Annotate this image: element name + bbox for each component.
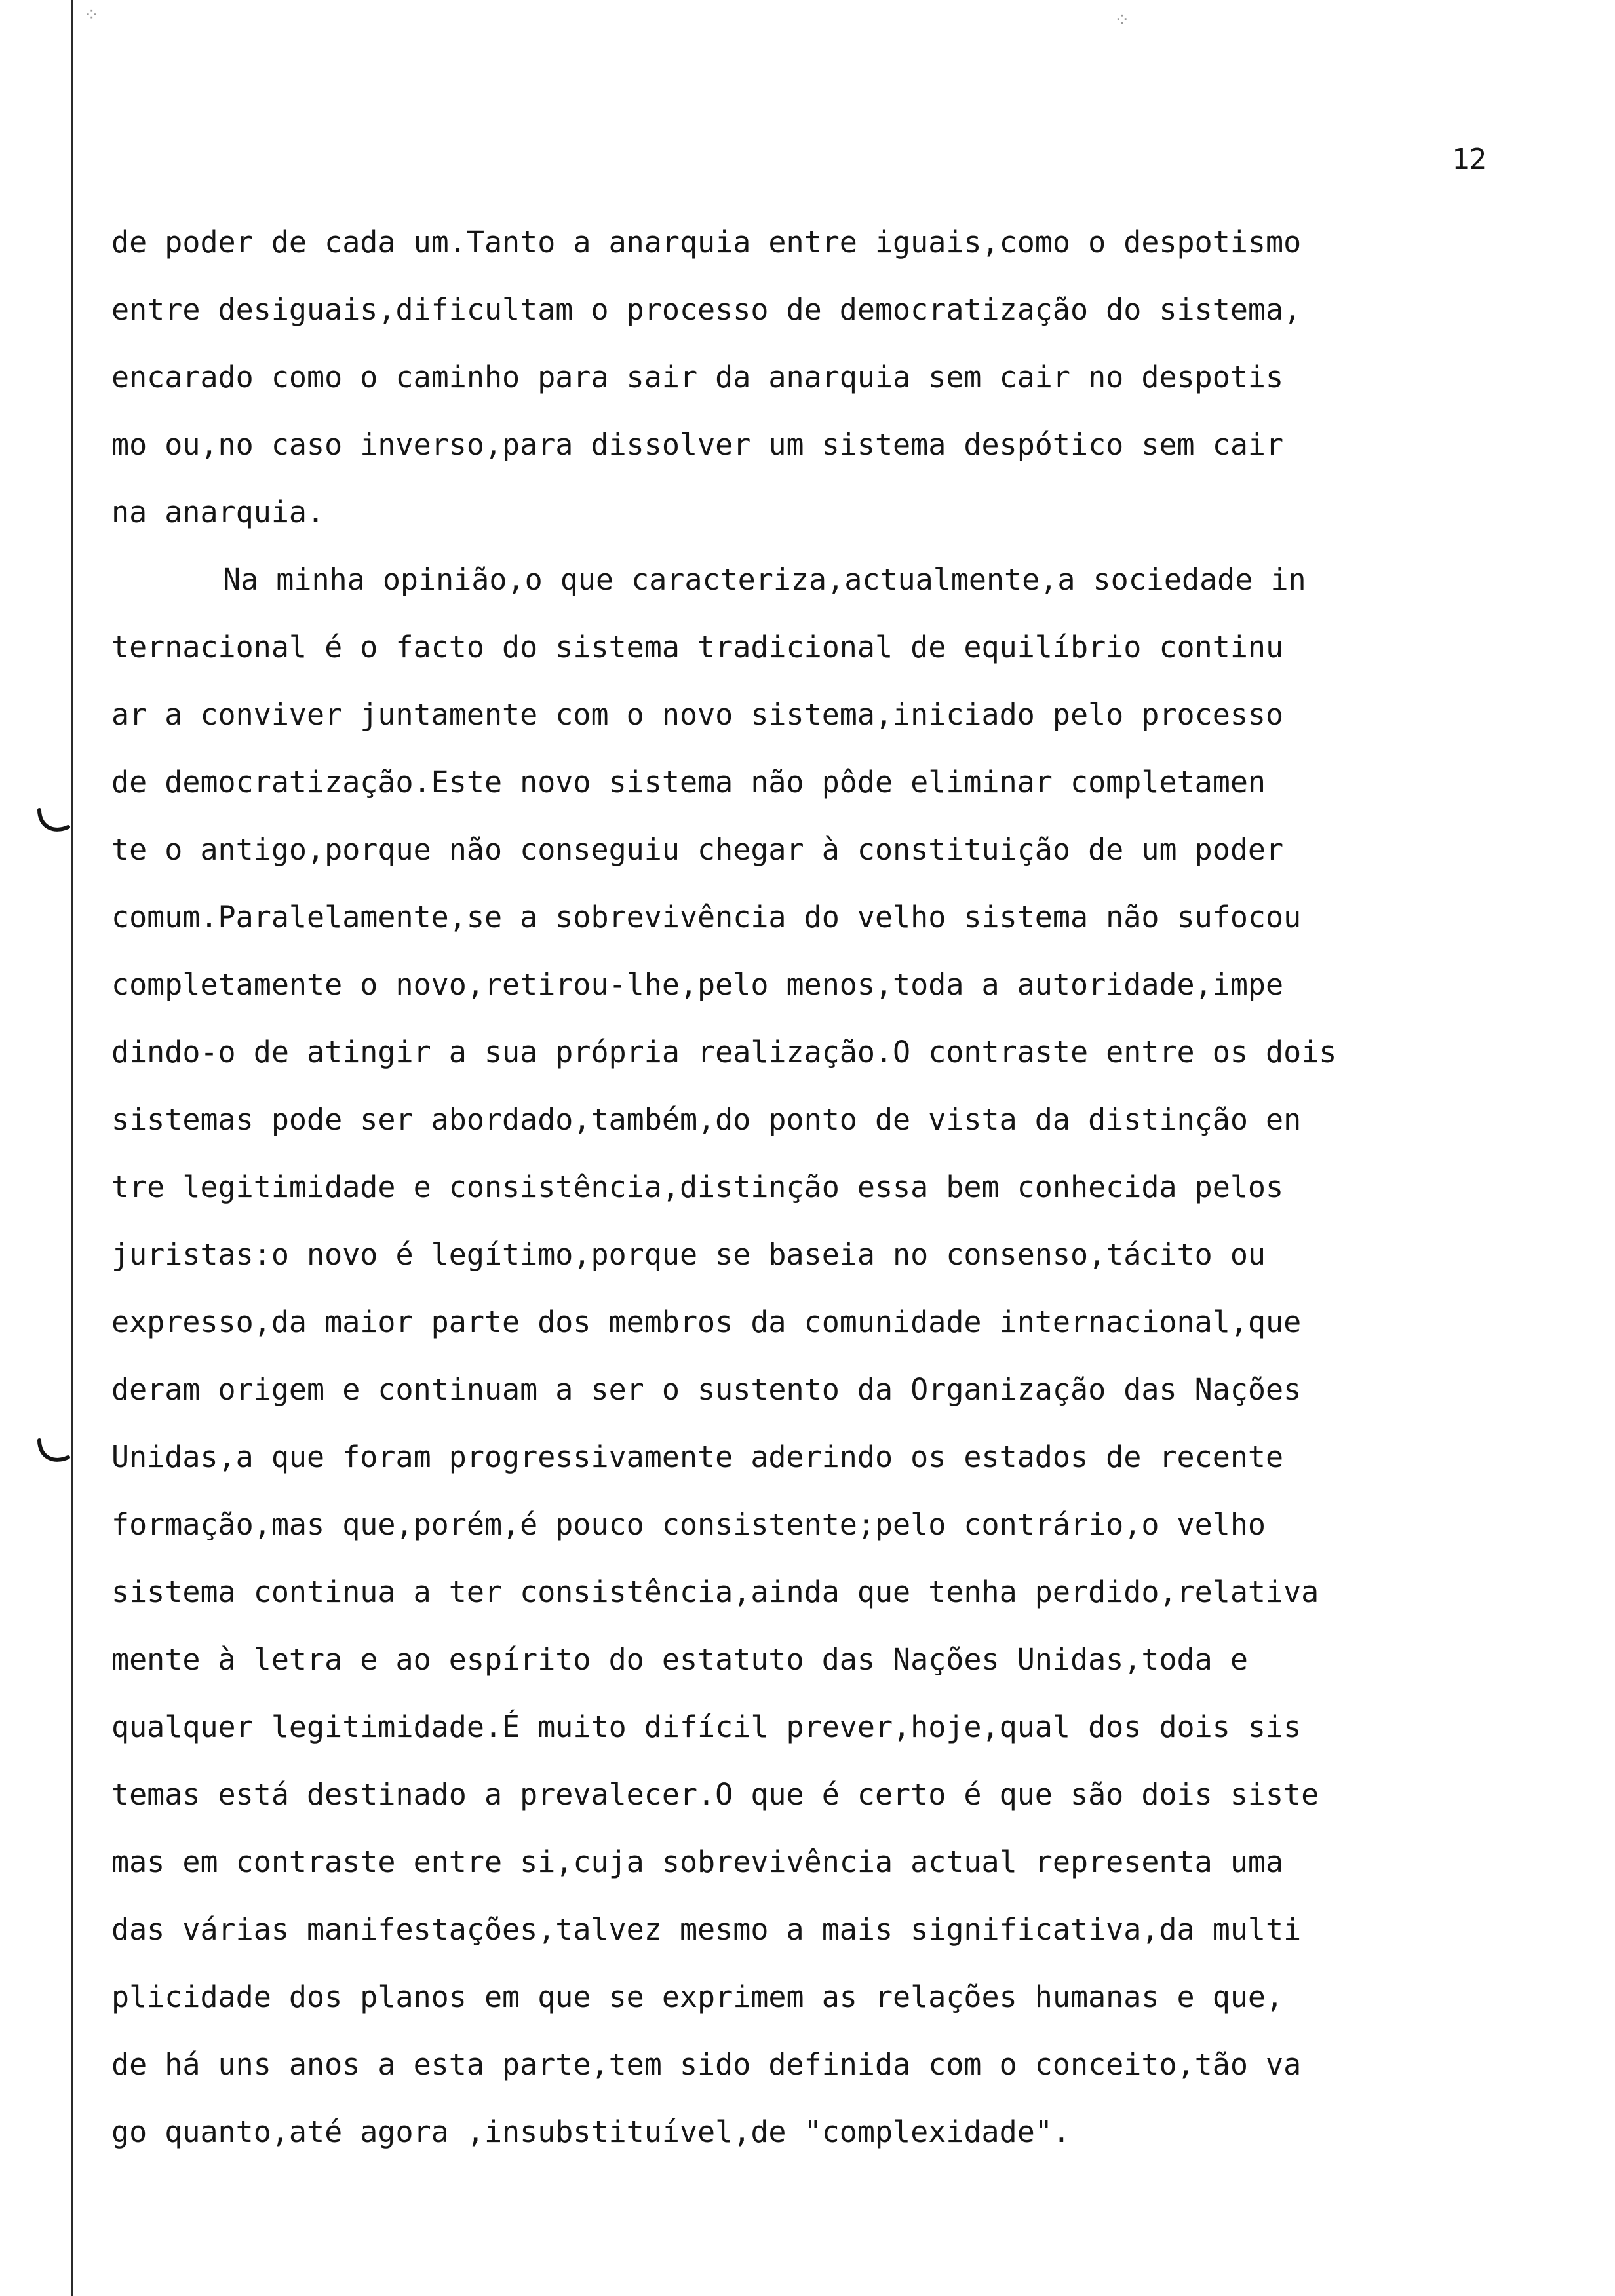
text-line: tre legitimidade e consistência,distinção essa bem conhecida pelos (111, 1170, 1284, 1204)
text-line: comum.Paralelamente,se a sobrevivência do velho sistema não sufocou (111, 900, 1302, 934)
text-line: na anarquia. (111, 495, 325, 529)
text-line: de há uns anos a esta parte,tem sido definida com o conceito,tão va (111, 2047, 1302, 2082)
text-line: de democratização.Este novo sistema não pôde eliminar completamen (111, 765, 1266, 799)
text-line: ternacional é o facto do sistema tradicional de equilíbrio continu (111, 630, 1284, 664)
text-line: completamente o novo,retirou-lhe,pelo menos,toda a autoridade,impe (111, 967, 1284, 1002)
text-line: plicidade dos planos em que se exprimem as relações humanas e que, (111, 1980, 1284, 2014)
text-line: qualquer legitimidade.É muito difícil prever,hoje,qual dos dois sis (111, 1710, 1302, 1744)
text-line: Unidas,a que foram progressivamente aderindo os estados de recente (111, 1440, 1284, 1474)
scan-speck: ⁘ (1114, 9, 1131, 31)
text-line: de poder de cada um.Tanto a anarquia entre iguais,como o despotismo (111, 225, 1302, 259)
text-line: encarado como o caminho para sair da anarquia sem cair no despotis (111, 360, 1284, 394)
text-line: entre desiguais,dificultam o processo de democratização do sistema, (111, 292, 1302, 327)
text-line: temas está destinado a prevalecer.O que é certo é que são dois siste (111, 1777, 1319, 1812)
page-number: 12 (1452, 143, 1487, 176)
text-line: dindo-o de atingir a sua própria realização.O contraste entre os dois (111, 1035, 1337, 1069)
margin-mark-icon (34, 1438, 73, 1465)
text-line: ar a conviver juntamente com o novo sistema,iniciado pelo processo (111, 697, 1284, 732)
margin-mark-icon (34, 807, 73, 835)
text-line: sistema continua a ter consistência,ainda que tenha perdido,relativa (111, 1575, 1319, 1609)
text-line: sistemas pode ser abordado,também,do ponto de vista da distinção en (111, 1102, 1302, 1137)
text-line: go quanto,até agora ,insubstituível,de "complexidade". (111, 2114, 1070, 2149)
text-line: mas em contraste entre si,cuja sobrevivência actual representa uma (111, 1845, 1284, 1879)
text-line: das várias manifestações,talvez mesmo a mais significativa,da multi (111, 1912, 1302, 1947)
text-line: expresso,da maior parte dos membros da comunidade internacional,que (111, 1305, 1302, 1339)
text-line: deram origem e continuam a ser o sustento da Organização das Nações (111, 1372, 1302, 1407)
paragraph-start-line: Na minha opinião,o que caracteriza,actualmente,a sociedade in (223, 562, 1306, 597)
scan-speck: ⁘ (84, 4, 101, 26)
text-line: juristas:o novo é legítimo,porque se baseia no consenso,tácito ou (111, 1237, 1266, 1272)
text-line: te o antigo,porque não conseguiu chegar à constituição de um poder (111, 832, 1284, 867)
page-binding-edge (71, 0, 73, 2296)
text-line: mente à letra e ao espírito do estatuto das Nações Unidas,toda e (111, 1642, 1248, 1677)
document-body (111, 208, 1501, 2166)
text-line: mo ou,no caso inverso,para dissolver um sistema despótico sem cair (111, 427, 1284, 462)
text-line: formação,mas que,porém,é pouco consistente;pelo contrário,o velho (111, 1507, 1266, 1542)
